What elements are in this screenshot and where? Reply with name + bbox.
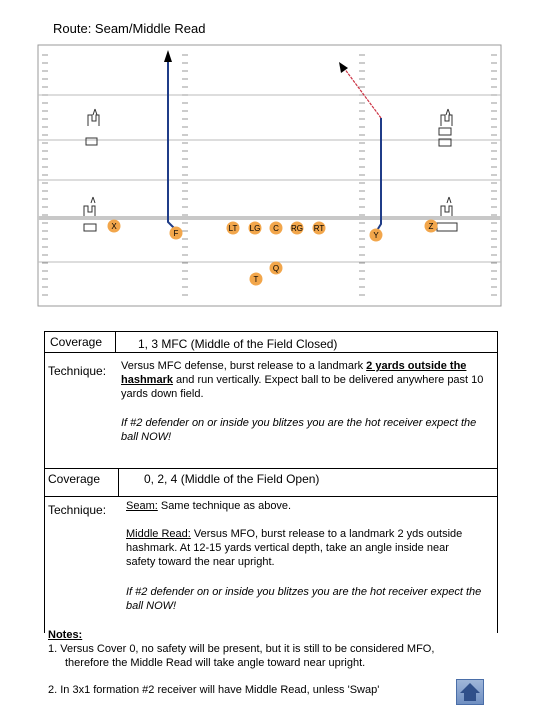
note-2: 2. In 3x1 formation #2 receiver will have Middle Read, unless 'Swap' bbox=[48, 684, 380, 696]
diagram-title: Route: Seam/Middle Read bbox=[53, 21, 206, 36]
player-label: Z bbox=[428, 222, 434, 231]
player-lg bbox=[249, 222, 262, 235]
player-z bbox=[425, 220, 438, 233]
notes-section bbox=[48, 628, 508, 697]
hot-receiver-note-1: If #2 defender on or inside you blitzes you are the hot receiver expect the ball NOW! bbox=[121, 417, 477, 443]
player-label: LT bbox=[228, 224, 238, 233]
player-label: LG bbox=[249, 224, 261, 233]
technique-text-1: Versus MFC defense, burst release to a landmark 2 yards outside the hashmark and run vertically. Expect ball to be delivered anywhere past 10 yards down field. bbox=[121, 360, 484, 400]
goalpost-left-lower-icon bbox=[84, 197, 96, 231]
technique-label-2: Technique: bbox=[48, 503, 107, 517]
player-c bbox=[270, 222, 283, 235]
player-x bbox=[108, 220, 121, 233]
player-label: RT bbox=[313, 224, 325, 233]
player-rt bbox=[313, 222, 326, 235]
player-label: F bbox=[173, 229, 179, 238]
player-label: C bbox=[273, 224, 279, 233]
seam-route-f-arrowhead bbox=[164, 50, 172, 62]
goalpost-right-lower-icon bbox=[437, 197, 457, 231]
coverage-value-1: 1, 3 MFC (Middle of the Field Closed) bbox=[138, 337, 338, 351]
player-label: Y bbox=[373, 231, 379, 240]
player-t bbox=[250, 273, 263, 286]
yard-lines bbox=[38, 95, 501, 262]
player-q bbox=[270, 262, 283, 275]
player-label: X bbox=[111, 222, 117, 231]
player-rg bbox=[291, 222, 304, 235]
home-nav-button[interactable] bbox=[456, 679, 484, 705]
player-lt bbox=[227, 222, 240, 235]
coverage-label-1: Coverage bbox=[50, 335, 103, 349]
coverage-value-2: 0, 2, 4 (Middle of the Field Open) bbox=[144, 472, 320, 486]
player-label: T bbox=[253, 275, 259, 284]
middle-read-text: Middle Read: Versus MFO, burst release to a landmark 2 yds outside hashmark. At 12-15 yards vertical depth, take an angle inside near safety toward the near upright. bbox=[126, 528, 463, 568]
seam-route-y bbox=[376, 118, 381, 232]
hot-receiver-note-2: If #2 defender on or inside you blitzes you are the hot receiver expect the ball NOW! bbox=[126, 586, 482, 612]
seam-route-f bbox=[168, 60, 176, 230]
player-y bbox=[370, 229, 383, 242]
home-icon bbox=[457, 680, 483, 704]
field-border bbox=[38, 45, 501, 306]
coverage-label-2: Coverage bbox=[48, 472, 101, 486]
player-label: RG bbox=[291, 224, 303, 233]
technique-label-1: Technique: bbox=[48, 364, 107, 378]
notes-heading: Notes: bbox=[48, 629, 83, 641]
note-1-continued: therefore the Middle Read will take angle toward near upright. bbox=[65, 657, 366, 669]
hash-marks bbox=[42, 55, 497, 295]
note-1: 1. Versus Cover 0, no safety will be present, but it is still to be considered MFO, bbox=[48, 643, 435, 655]
player-label: Q bbox=[272, 264, 280, 273]
player-f bbox=[170, 227, 183, 240]
seam-technique-text: Seam: Same technique as above. bbox=[126, 500, 292, 512]
